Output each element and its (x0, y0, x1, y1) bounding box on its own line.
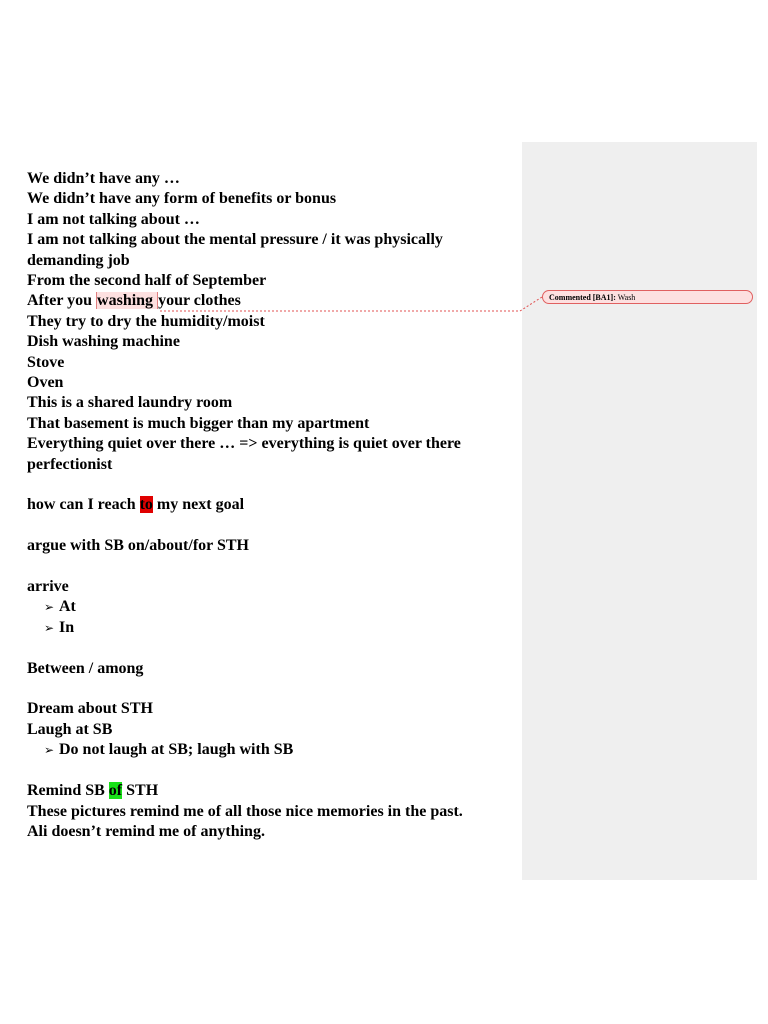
comment-label: Commented [BA1]: (549, 293, 616, 302)
comment-margin-panel (522, 142, 757, 880)
red-highlight: to (139, 496, 153, 514)
arrow-bullet-icon: ➢ (44, 600, 55, 615)
text-line: From the second half of September (27, 272, 267, 290)
text-line: Ali doesn’t remind me of anything. (27, 822, 265, 840)
text-line: Dish washing machine (27, 333, 180, 351)
document-body[interactable] (27, 169, 517, 842)
text-line: Everything quiet over there … => everything is quiet over there (27, 435, 461, 453)
bullet-item (27, 740, 517, 760)
blank-line (27, 516, 517, 536)
commented-word[interactable]: washing (97, 292, 158, 310)
text-run: your clothes (158, 292, 241, 310)
text-line: We didn’t have any form of benefits or bonus (27, 190, 337, 208)
bullet-text: At (59, 598, 76, 616)
text-run: Remind SB (27, 782, 109, 800)
text-line: That basement is much bigger than my apartment (27, 414, 370, 432)
text-line: Dream about STH (27, 700, 153, 718)
blank-line (27, 638, 517, 658)
blank-line (27, 475, 517, 495)
bullet-text: Do not laugh at SB; laugh with SB (59, 741, 294, 759)
text-line: These pictures remind me of all those nice memories in the past. (27, 802, 463, 820)
text-line: This is a shared laundry room (27, 394, 233, 412)
text-line-highlighted (27, 495, 517, 515)
text-run: After you (27, 292, 97, 310)
arrow-bullet-icon: ➢ (44, 743, 55, 758)
bullet-item (27, 618, 517, 638)
comment-text: Wash (615, 293, 636, 302)
text-line: perfectionist (27, 455, 113, 473)
text-line: I am not talking about … (27, 210, 200, 228)
text-line: I am not talking about the mental pressure / it was physically demanding job (27, 231, 443, 269)
blank-line (27, 761, 517, 781)
bullet-item (27, 597, 517, 617)
text-line: Laugh at SB (27, 720, 113, 738)
text-run: STH (122, 782, 159, 800)
text-line: Stove (27, 353, 65, 371)
text-line: Between / among (27, 659, 144, 677)
blank-line (27, 557, 517, 577)
text-line-commented (27, 291, 517, 311)
text-line: We didn’t have any … (27, 170, 180, 187)
text-line-highlighted (27, 781, 517, 801)
text-line: They try to dry the humidity/moist (27, 312, 265, 330)
blank-line (27, 679, 517, 699)
text-line: argue with SB on/about/for STH (27, 537, 249, 555)
comment-balloon[interactable] (542, 290, 753, 304)
text-line: Oven (27, 374, 64, 392)
green-highlight: of (108, 782, 123, 800)
text-line: arrive (27, 578, 69, 596)
arrow-bullet-icon: ➢ (44, 620, 55, 635)
text-run: how can I reach (27, 496, 140, 514)
text-run: my next goal (152, 496, 245, 514)
bullet-text: In (59, 618, 75, 636)
